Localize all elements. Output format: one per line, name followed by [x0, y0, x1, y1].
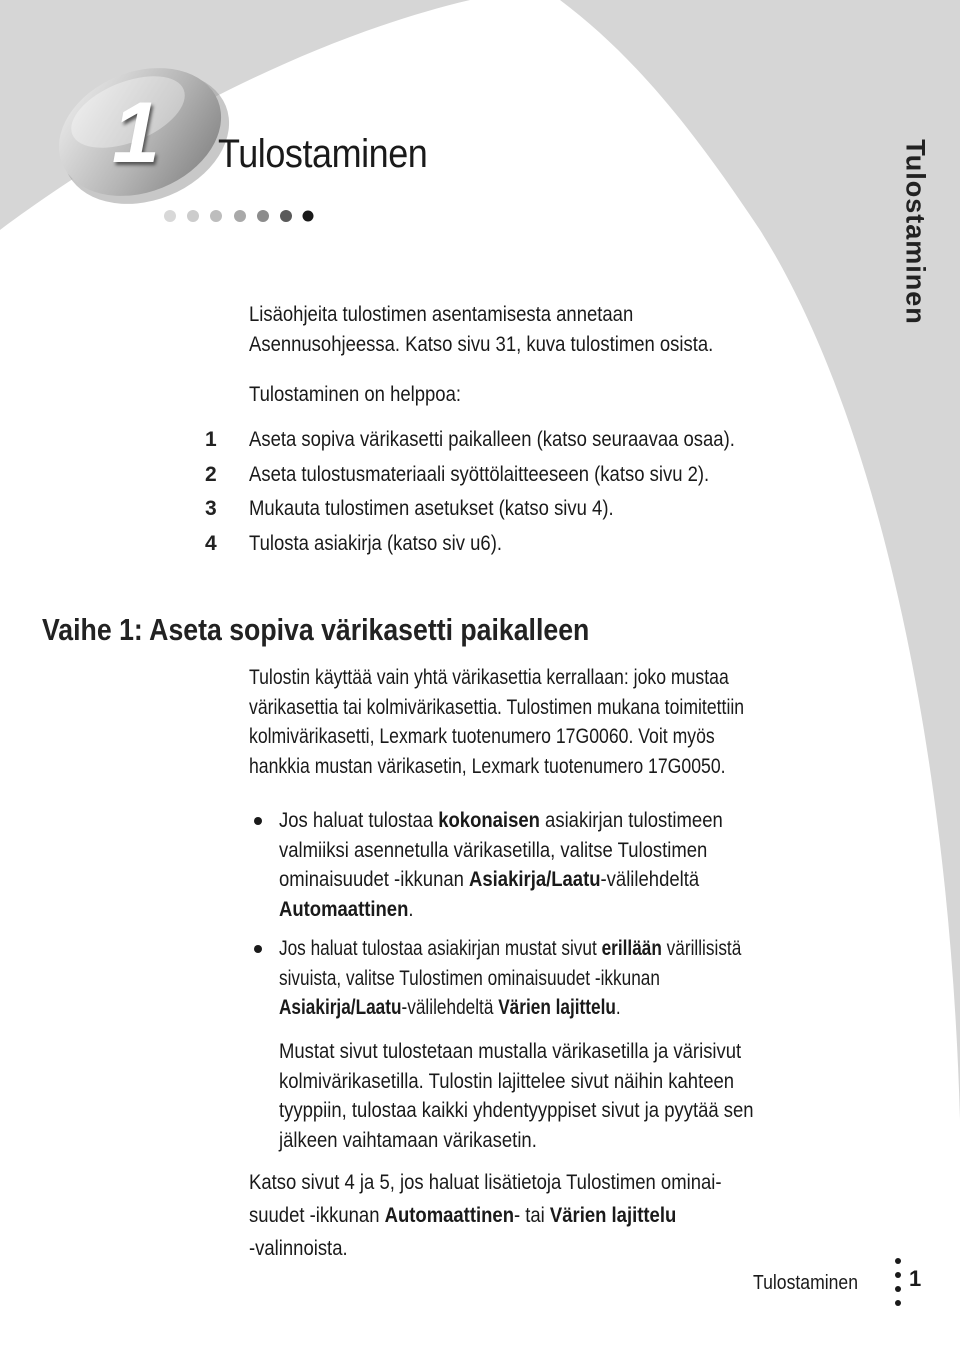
step-text: Aseta tulostusmateriaali syöttölaitteeseen (katso sivu 2).: [249, 462, 710, 486]
emphasis: Värien lajittelu: [498, 996, 616, 1019]
intro-line: Lisäohjeita tulostimen asentamisesta annetaan: [249, 303, 634, 326]
chapter-number: 1: [112, 85, 160, 181]
emphasis: Asiakirja/Laatu: [469, 868, 601, 891]
text: valmiiksi asennetulla värikasetilla, valitse Tulostimen: [279, 838, 708, 862]
text: Jos haluat tulostaa: [279, 809, 439, 832]
chapter-title: Tulostaminen: [218, 132, 428, 176]
footer-chapter-label: Tulostaminen: [753, 1272, 859, 1294]
step-item: [205, 460, 845, 495]
bullet-item: [279, 934, 741, 1023]
paragraph-line: kolmivärikasetti, Lexmark tuotenumero 17G0060. Voit myös: [249, 725, 715, 748]
text: sivuista, valitse Tulostimen ominaisuudet -ikkunan: [279, 966, 660, 990]
step-item: [205, 529, 845, 564]
bullet-subparagraph: [279, 1037, 754, 1155]
emphasis: Värien lajittelu: [549, 1204, 677, 1227]
intro-easy: Tulostaminen on helppoa:: [249, 383, 461, 406]
step-item: [205, 494, 845, 529]
bullet-icon: [254, 945, 262, 953]
intro-line: Asennusohjeessa. Katso sivu 31, kuva tulostimen osista.: [249, 333, 714, 356]
closing-paragraph: [249, 1166, 722, 1265]
paragraph-line: Mustat sivut tulostetaan mustalla värikasetilla ja värisivut: [279, 1040, 742, 1063]
side-tab-label: Tulostaminen: [900, 139, 931, 325]
emphasis: Automaattinen: [384, 1204, 514, 1227]
bullet-icon: [254, 817, 262, 825]
step-number: 2: [205, 462, 217, 486]
steps-list: [205, 425, 845, 564]
text: värillisistä: [661, 937, 742, 960]
text: ominaisuudet -ikkunan: [279, 868, 470, 891]
paragraph-line: tyyppiin, tulostaa kaikki yhdentyyppiset sivut ja pyytää sen: [279, 1099, 754, 1122]
paragraph-line: jälkeen vaihtamaan värikasetin.: [279, 1128, 537, 1152]
text: .: [408, 897, 414, 921]
section-heading: Vaihe 1: Aseta sopiva värikasetti paikalleen: [42, 612, 590, 647]
text: suudet -ikkunan: [249, 1204, 385, 1227]
step-number: 1: [205, 428, 217, 451]
step-number: 4: [205, 532, 217, 556]
text: Jos haluat tulostaa asiakirjan mustat sivut: [279, 937, 602, 960]
text: -välilehdeltä: [600, 868, 700, 891]
page-number: 1: [909, 1266, 922, 1291]
text: asiakirjan tulostimeen: [539, 809, 723, 832]
paragraph-line: värikasettia tai kolmivärikasettia. Tulostimen mukana toimitettiin: [249, 695, 745, 719]
emphasis: erillään: [601, 937, 662, 960]
step-number: 3: [205, 497, 217, 521]
emphasis: Asiakirja/Laatu: [279, 996, 402, 1019]
bullet-item: [279, 806, 723, 924]
text: - tai: [513, 1204, 550, 1227]
section-paragraph: [249, 663, 795, 781]
emphasis: Automaattinen: [279, 897, 409, 921]
decorative-dots: [164, 210, 314, 222]
side-tab: [875, 120, 955, 360]
step-text: Aseta sopiva värikasetti paikalleen (katso seuraavaa osaa).: [249, 428, 735, 451]
step-text: Mukauta tulostimen asetukset (katso sivu 4).: [249, 497, 614, 521]
text: -välilehdeltä: [401, 996, 499, 1019]
step-item: [205, 425, 845, 460]
emphasis: kokonaisen: [438, 809, 540, 832]
intro-paragraph: [249, 300, 777, 360]
text: -valinnoista.: [249, 1237, 348, 1260]
step-text: Tulosta asiakirja (katso siv u6).: [249, 532, 502, 556]
paragraph-line: hankkia mustan värikasetin, Lexmark tuotenumero 17G0050.: [249, 754, 726, 778]
footer-dots-icon: [893, 1255, 903, 1315]
text: .: [615, 996, 621, 1019]
paragraph-line: Tulostin käyttää vain yhtä värikasettia kerrallaan: joko mustaa: [249, 666, 729, 689]
paragraph-line: kolmivärikasetilla. Tulostin lajittelee sivut näihin kahteen: [279, 1069, 735, 1093]
text: Katso sivut 4 ja 5, jos haluat lisätietoja Tulostimen ominai-: [249, 1171, 722, 1194]
